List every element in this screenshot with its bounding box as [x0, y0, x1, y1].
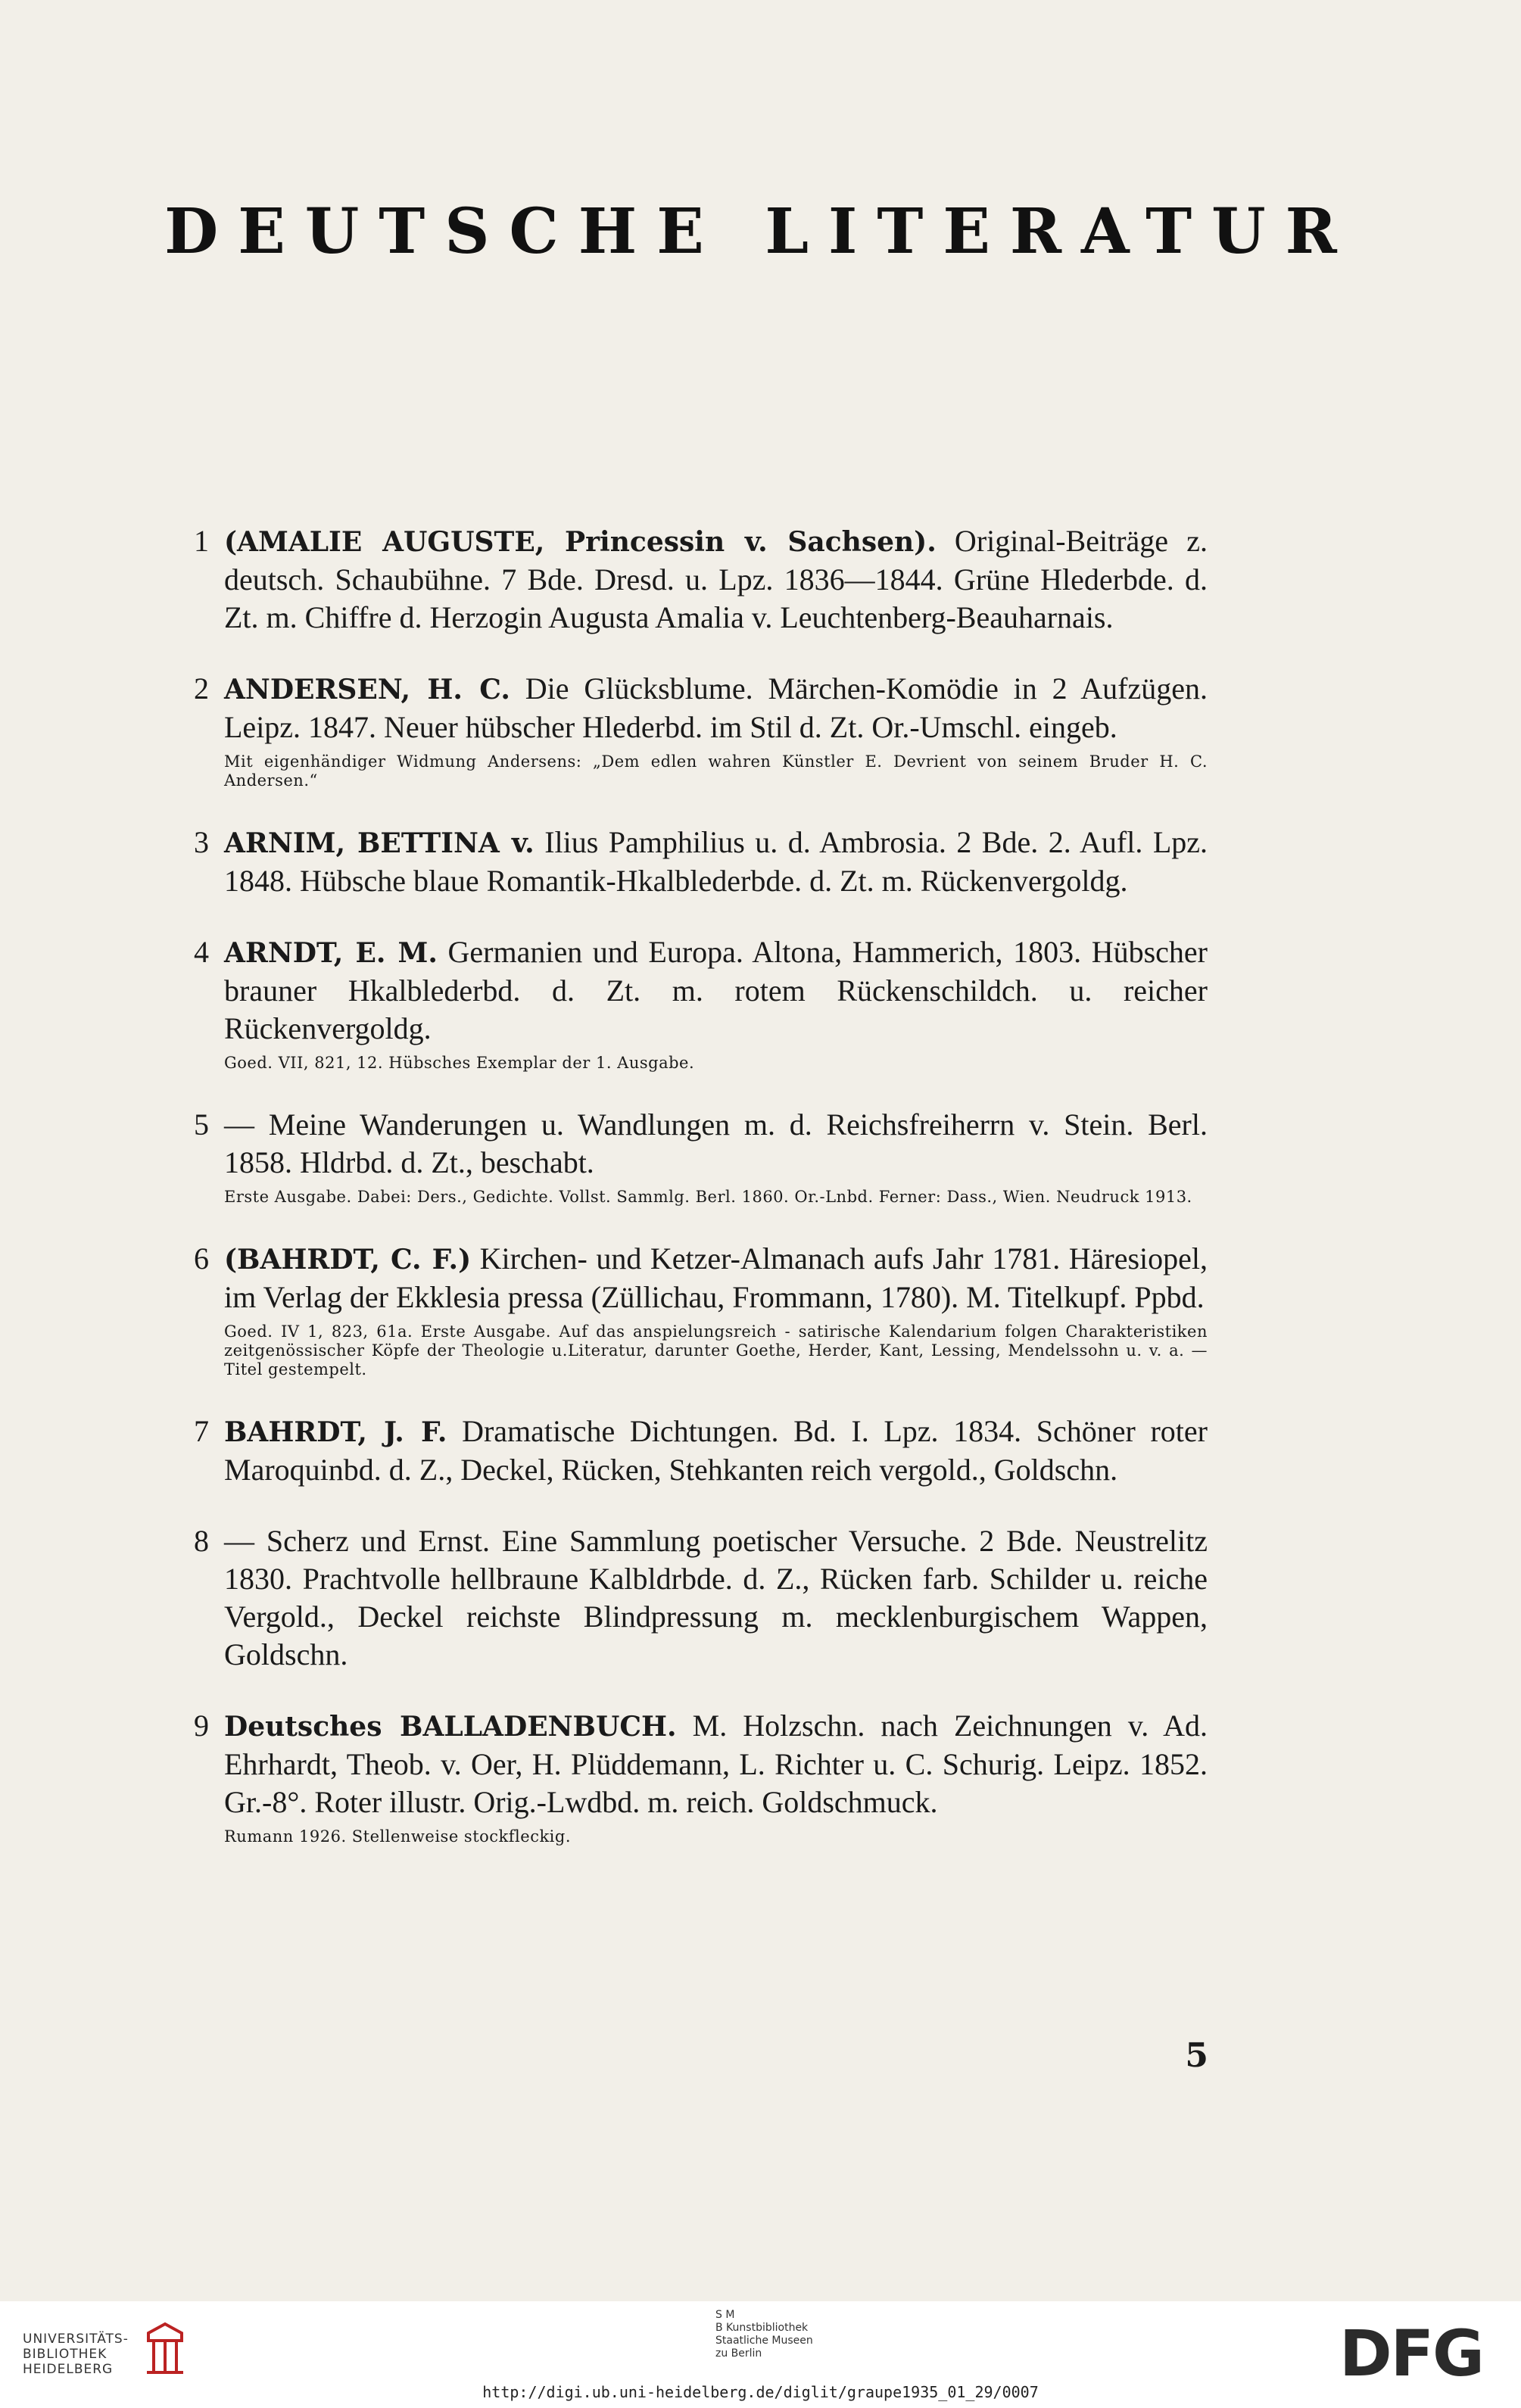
- entry-list: [182, 522, 1208, 1880]
- catalog-entry: [182, 1522, 1208, 1674]
- university-library-logo-text[interactable]: [23, 2332, 129, 2377]
- page-title: DEUTSCHE LITERATUR: [164, 195, 1357, 268]
- entry-number: 2: [194, 671, 209, 706]
- catalog-entry: [182, 1707, 1208, 1846]
- entry-text: [224, 1240, 1208, 1316]
- entry-head: BAHRDT, J. F.: [224, 1416, 447, 1448]
- entry-number: 6: [194, 1241, 209, 1276]
- entry-number: 5: [194, 1107, 209, 1142]
- entry-note: Goed. VII, 821, 12. Hübsches Exemplar der 1. Ausgabe.: [224, 1054, 695, 1072]
- entry-head: ARNDT, E. M.: [224, 937, 438, 969]
- smb-kunstbibliothek-logo[interactable]: [715, 2309, 813, 2360]
- entry-body: Die Glücksblume. Märchen-Komödie in 2 Aufzügen. Leipz. 1847. Neuer hübscher Hlederbd. im Stil d. Zt. Or.-Umschl. eingeb.: [224, 671, 1208, 744]
- entry-note: Erste Ausgabe. Dabei: Ders., Gedichte. Vollst. Sammlg. Berl. 1860. Or.-Lnbd. Ferner: Dass., Wien. Neudruck 1913.: [224, 1188, 1192, 1206]
- entry-number: 8: [194, 1524, 209, 1558]
- entry-number: 3: [194, 825, 209, 859]
- smb-line: zu Berlin: [715, 2347, 762, 2360]
- smb-line: B Kunstbibliothek: [715, 2322, 809, 2334]
- catalog-entry: [182, 1240, 1208, 1379]
- entry-body: Dramatische Dichtungen. Bd. I. Lpz. 1834. Schöner roter Maroquinbd. d. Z., Deckel, Rücken, Stehkanten reich vergold., Goldschn.: [224, 1414, 1208, 1487]
- entry-number: 4: [194, 935, 209, 969]
- entry-head: (AMALIE AUGUSTE, Princessin v. Sachsen).: [224, 526, 937, 558]
- entry-number: 1: [194, 524, 209, 558]
- smb-line: S M: [715, 2309, 735, 2321]
- entry-number: 7: [194, 1414, 209, 1448]
- source-url-link[interactable]: http://digi.ub.uni-heidelberg.de/diglit/graupe1935_01_29/0007: [482, 2383, 1039, 2401]
- page-number: 5: [1185, 2036, 1208, 2075]
- university-line: UNIVERSITÄTS-: [23, 2332, 129, 2347]
- entry-head: Deutsches BALLADENBUCH.: [224, 1711, 677, 1743]
- entry-head: ARNIM, BETTINA v.: [224, 827, 535, 859]
- university-line: HEIDELBERG: [23, 2362, 114, 2377]
- entry-text: [224, 824, 1208, 900]
- entry-text: [224, 1106, 1208, 1182]
- entry-body: — Scherz und Ernst. Eine Sammlung poetischer Versuche. 2 Bde. Neustrelitz 1830. Prachtvolle hellbraune Kalbldrbde. d. Z., Rücken farb. Schilder u. reiche Vergold., Deckel reichste Blindpressung m. mecklenburgischem Wappen, Goldschn.: [224, 1524, 1208, 1671]
- catalog-entry: [182, 933, 1208, 1073]
- entry-head: (BAHRDT, C. F.): [224, 1244, 472, 1276]
- entry-text: [224, 522, 1208, 637]
- university-line: BIBLIOTHEK: [23, 2347, 108, 2362]
- university-logo-icon[interactable]: [142, 2318, 188, 2378]
- catalog-entry: [182, 1413, 1208, 1489]
- entry-body: Germanien und Europa. Altona, Hammerich, 1803. Hübscher brauner Hkalblederbd. d. Zt. m. rotem Rückenschildch. u. reicher Rückenvergoldg.: [224, 935, 1208, 1045]
- catalog-entry: [182, 824, 1208, 900]
- entry-body: M. Holzschn. nach Zeichnungen v. Ad. Ehrhardt, Theob. v. Oer, H. Plüddemann, L. Richter u. C. Schurig. Leipz. 1852. Gr.-8°. Roter illustr. Orig.-Lwdbd. m. reich. Goldschmuck.: [224, 1709, 1208, 1819]
- entry-body: Kirchen- und Ketzer-Almanach aufs Jahr 1781. Häresiopel, im Verlag der Ekklesia pressa (Züllichau, Frommann, 1780). M. Titelkupf. Ppbd.: [224, 1241, 1208, 1314]
- catalog-entry: [182, 670, 1208, 790]
- entry-text: [224, 1707, 1208, 1821]
- entry-number: 9: [194, 1709, 209, 1743]
- entry-text: [224, 1413, 1208, 1489]
- smb-line: Staatliche Museen: [715, 2335, 813, 2347]
- entry-body: — Meine Wanderungen u. Wandlungen m. d. Reichsfreiherrn v. Stein. Berl. 1858. Hldrbd. d. Zt., beschabt.: [224, 1107, 1208, 1179]
- entry-body: Ilius Pamphilius u. d. Ambrosia. 2 Bde. 2. Aufl. Lpz. 1848. Hübsche blaue Romantik-Hkalblederbde. d. Zt. m. Rückenvergoldg.: [224, 825, 1208, 898]
- entry-text: [224, 1522, 1208, 1674]
- catalog-entry: [182, 522, 1208, 637]
- entry-note: Mit eigenhändiger Widmung Andersens: „Dem edlen wahren Künstler E. Devrient von seinem Bruder H. C. Andersen.“: [224, 752, 1208, 790]
- footer-bar: [0, 2301, 1521, 2408]
- dfg-logo[interactable]: DFG: [1339, 2316, 1483, 2391]
- entry-head: ANDERSEN, H. C.: [224, 674, 510, 706]
- catalog-entry: [182, 1106, 1208, 1207]
- entry-text: [224, 933, 1208, 1048]
- entry-text: [224, 670, 1208, 746]
- entry-note: Goed. IV 1, 823, 61a. Erste Ausgabe. Auf das anspielungsreich - satirische Kalendarium folgen Charakteristiken zeitgenössischer Köpfe der Theologie u.Literatur, darunter Goethe, Herder, Kant, Lessing, Mendelssohn u. v. a. — Titel gestempelt.: [224, 1322, 1208, 1378]
- entry-body: Original-Beiträge z. deutsch. Schaubühne. 7 Bde. Dresd. u. Lpz. 1836—1844. Grüne Hlederbde. d. Zt. m. Chiffre d. Herzogin Augusta Amalia v. Leuchtenberg-Beauharnais.: [224, 524, 1208, 634]
- entry-note: Rumann 1926. Stellenweise stockfleckig.: [224, 1827, 572, 1846]
